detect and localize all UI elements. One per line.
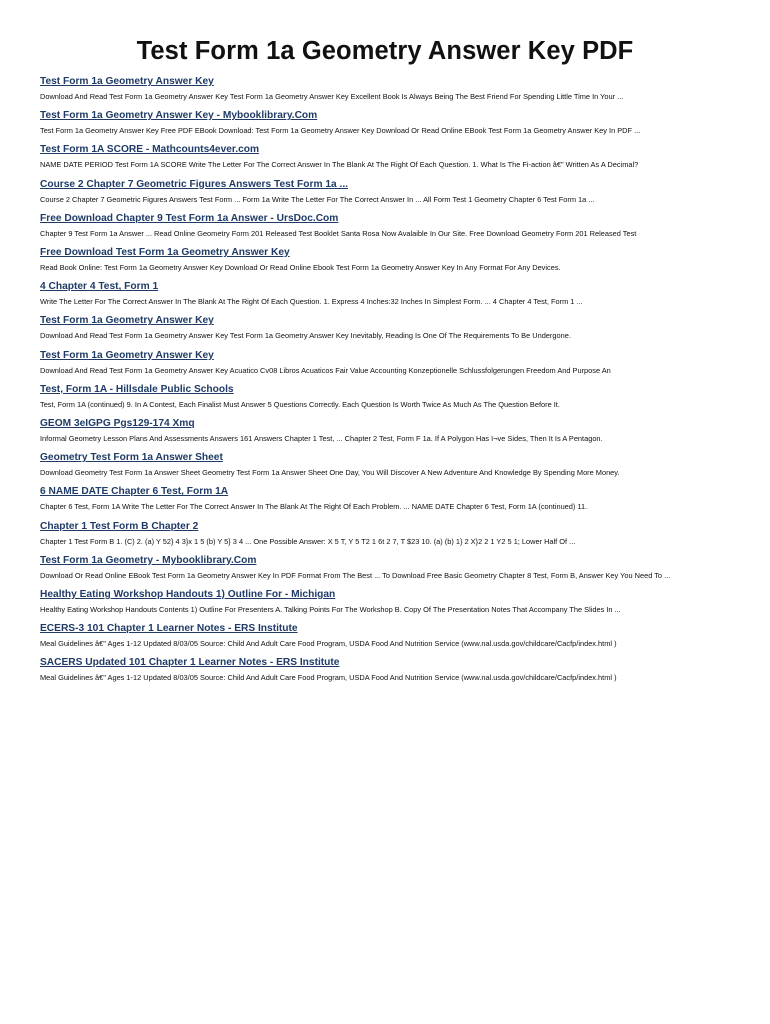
list-item <box>40 485 730 512</box>
result-link[interactable]: 4 Chapter 4 Test, Form 1 <box>40 281 159 293</box>
result-description: Read Book Online: Test Form 1a Geometry Answer Key Download Or Read Online Ebook Test Form 1a Geometry Answer Key In Any Format For Any Devices. <box>40 263 561 273</box>
result-link[interactable]: Test Form 1a Geometry Answer Key <box>40 349 214 361</box>
result-description: Download Or Read Online EBook Test Form 1a Geometry Answer Key In PDF Format From The Best ... To Download Free Basic Geometry Chapter 8 Test, Form B, Answer Key You Need To ... <box>40 570 671 580</box>
result-description: Download And Read Test Form 1a Geometry Answer Key Test Form 1a Geometry Answer Key Excellent Book Is Always Being The Best Friend For Spending Little Time In Your ... <box>40 92 624 101</box>
list-item <box>40 417 730 444</box>
result-link[interactable]: Course 2 Chapter 7 Geometric Figures Answers Test Form 1a ... <box>40 178 348 190</box>
list-item <box>40 520 730 547</box>
result-link[interactable]: 6 NAME DATE Chapter 6 Test, Form 1A <box>40 486 229 498</box>
result-description: Informal Geometry Lesson Plans And Assessments Answers 161 Answers Chapter 1 Test, ... Chapter 2 Test, Form F 1a. If A Polygon Has ï¬ve Sides, Then It Is A Pentagon. <box>40 434 603 444</box>
result-description: Chapter 1 Test Form B 1. (C) 2. (a) Y 52} 4 3}x 1 5 (b) Y 5} 3 4 ... One Possible Answer: X 5 T, Y 5 T2 1 6t 2 7, T $23 10. (a) (b) 1} 2 X}2 2 1 Y2 5 1; Lower Half Of ... <box>40 536 576 546</box>
result-link[interactable]: Test Form 1a Geometry Answer Key - Mybooklibrary.Com <box>40 110 318 122</box>
result-link[interactable]: Test Form 1a Geometry - Mybooklibrary.Com <box>40 554 257 566</box>
result-description: Test, Form 1A (continued) 9. In A Contest, Each Finalist Must Answer 5 Questions Correctly. Each Question Is Worth Twice As Much As The Question Before It. <box>40 399 560 409</box>
result-link[interactable]: ECERS-3 101 Chapter 1 Learner Notes - ERS Institute <box>40 623 298 635</box>
result-link[interactable]: SACERS Updated 101 Chapter 1 Learner Notes - ERS Institute <box>40 657 340 669</box>
result-link[interactable]: Test, Form 1A - Hillsdale Public Schools <box>40 383 234 395</box>
list-item <box>40 622 730 649</box>
list-item <box>40 656 730 683</box>
result-link[interactable]: Test Form 1a Geometry Answer Key <box>40 315 214 327</box>
result-description: Download Geometry Test Form 1a Answer Sheet Geometry Test Form 1a Answer Sheet One Day, You Will Discover A New Adventure And Knowledge By Spending More Money. <box>40 468 620 478</box>
result-link[interactable]: GEOM 3eIGPG Pgs129-174 Xmq <box>40 418 195 430</box>
result-description: Write The Letter For The Correct Answer In The Blank At The Right Of Each Question. 1. Express 4 Inches:32 Inches In Simplest Form. ... 4 Chapter 4 Test, Form 1 ... <box>40 297 583 307</box>
list-item <box>40 588 730 615</box>
result-description: Download And Read Test Form 1a Geometry Answer Key Test Form 1a Geometry Answer Key Inevitably, Reading Is One Of The Requirements To Be Undergone. <box>40 331 571 341</box>
list-item <box>40 451 730 478</box>
result-description: Chapter 6 Test, Form 1A Write The Letter For The Correct Answer In The Blank At The Right Of Each Problem. ... NAME DATE Chapter 6 Test, Form 1A (continued) 11. <box>40 502 588 512</box>
result-description: Chapter 9 Test Form 1a Answer ... Read Online Geometry Form 201 Released Test Booklet Santa Rosa Now Avalaible In Our Site. Free Download Geometry Form 201 Released Test <box>40 228 637 238</box>
result-link[interactable]: Geometry Test Form 1a Answer Sheet <box>40 452 223 464</box>
list-item <box>40 554 730 581</box>
result-link[interactable]: Free Download Chapter 9 Test Form 1a Answer - UrsDoc.Com <box>40 212 339 224</box>
list-item <box>40 178 730 205</box>
result-description: Download And Read Test Form 1a Geometry Answer Key Acuatico Cv08 Libros Acuaticos Fair Value Accounting Konzeptionelle Schlussfolgerungen Freedom And Purpose An <box>40 365 611 375</box>
result-description: Meal Guidelines â€" Ages 1-12 Updated 8/03/05 Source: Child And Adult Care Food Program, USDA Food And Nutrition Service (www.nal.usda.gov/childcare/Cacfp/index.html ) <box>40 673 617 683</box>
list-item <box>40 314 730 341</box>
list-item <box>40 349 730 376</box>
result-link[interactable]: Free Download Test Form 1a Geometry Answer Key <box>40 247 290 259</box>
result-link[interactable]: Test Form 1A SCORE - Mathcounts4ever.com <box>40 144 260 156</box>
list-item <box>40 143 730 170</box>
list-item <box>40 109 730 136</box>
result-list <box>40 75 730 684</box>
page-title: Test Form 1a Geometry Answer Key PDF <box>136 37 634 65</box>
list-item <box>40 246 730 273</box>
list-item <box>40 280 730 307</box>
result-link[interactable]: Healthy Eating Workshop Handouts 1) Outline For - Michigan <box>40 589 336 601</box>
result-description: Course 2 Chapter 7 Geometric Figures Answers Test Form ... Form 1a Write The Letter For The Correct Answer In ... All Form Test 1 Geometry Chapter 6 Test Form 1a ... <box>40 194 595 204</box>
result-link[interactable]: Test Form 1a Geometry Answer Key <box>40 76 214 87</box>
result-description: NAME DATE PERIOD Test Form 1A SCORE Write The Letter For The Correct Answer In The Blank At The Right Of Each Question. 1. What Is The Fi-action â€" Written As A Decimal? <box>40 160 639 170</box>
result-description: Meal Guidelines â€" Ages 1-12 Updated 8/03/05 Source: Child And Adult Care Food Program, USDA Food And Nutrition Service (www.nal.usda.gov/childcare/Cacfp/index.html ) <box>40 639 617 649</box>
list-item <box>40 212 730 239</box>
list-item <box>40 75 730 102</box>
list-item <box>40 383 730 410</box>
result-description: Healthy Eating Workshop Handouts Contents 1) Outline For Presenters A. Talking Points For The Workshop B. Copy Of The Presentation Notes That Accompany The Slides In ... <box>40 605 621 615</box>
result-description: Test Form 1a Geometry Answer Key Free PDF EBook Download: Test Form 1a Geometry Answer Key Download Or Read Online EBook Test Form 1a Geometry Answer Key In PDF ... <box>40 126 641 136</box>
result-link[interactable]: Chapter 1 Test Form B Chapter 2 <box>40 520 199 532</box>
